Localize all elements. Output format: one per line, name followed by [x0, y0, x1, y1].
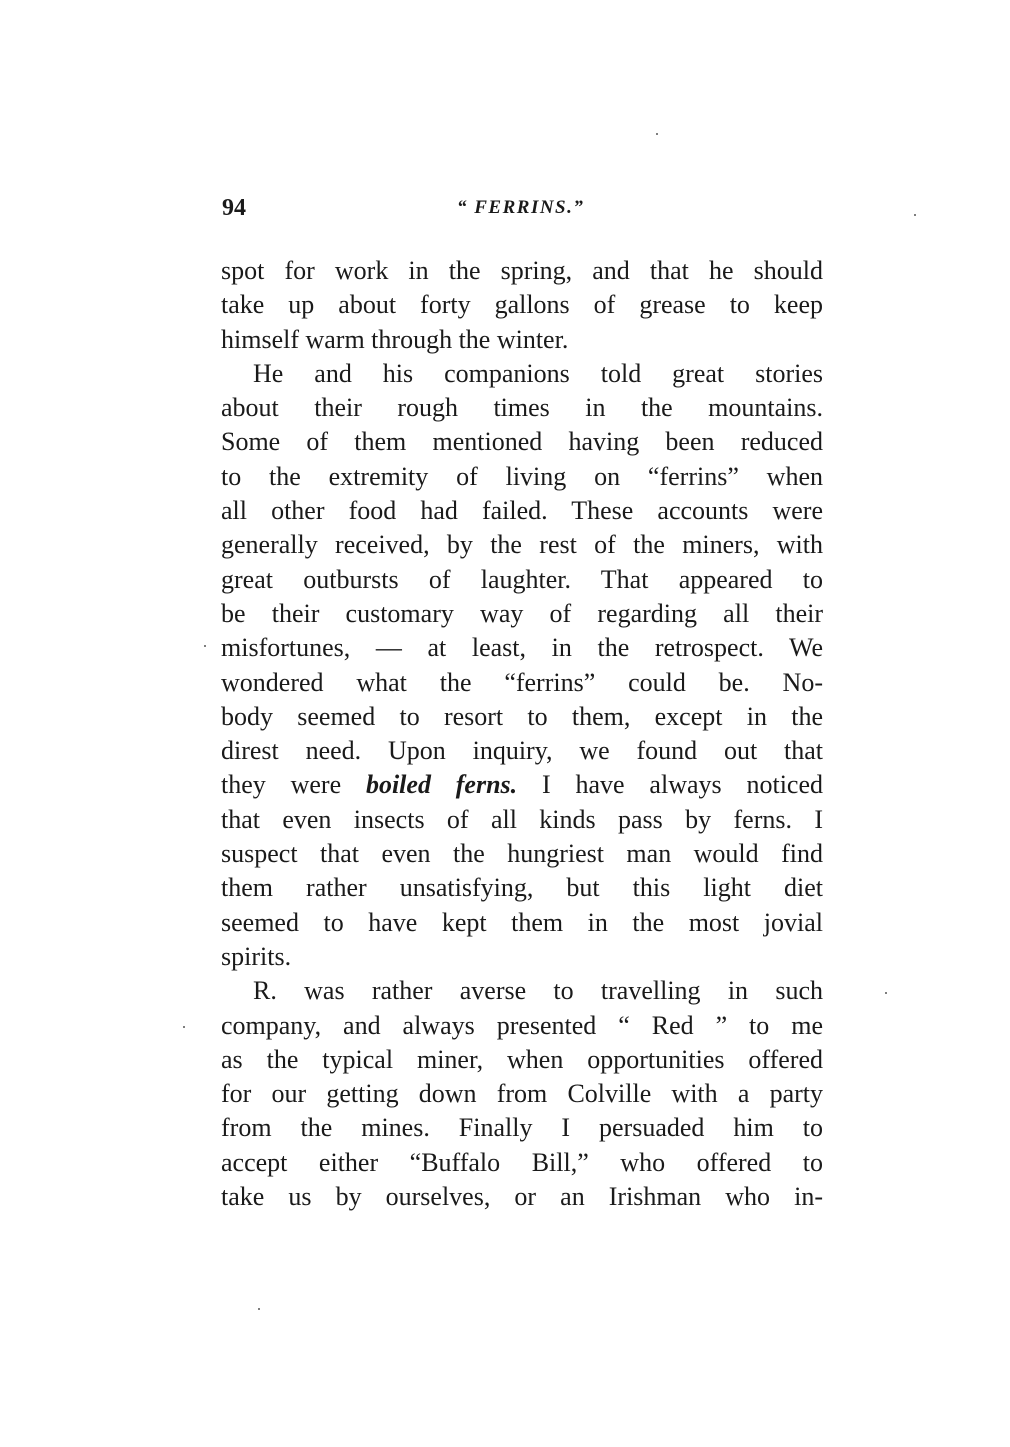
text-line-with-italic — [221, 768, 823, 802]
text-run: I have always noticed — [517, 770, 823, 800]
running-head — [222, 190, 822, 226]
text-line: R. was rather averse to travelling in such — [253, 976, 823, 1006]
text-line: seemed to have kept them in the most jovial — [221, 907, 823, 937]
scan-speck — [258, 1308, 260, 1310]
scan-speck — [183, 1026, 185, 1028]
text-line: be their customary way of regarding all their — [221, 598, 823, 628]
text-line: take us by ourselves, or an Irishman who in- — [221, 1182, 823, 1212]
text-line: as the typical miner, when opportunities offered — [221, 1044, 823, 1074]
text-line: take up about forty gallons of grease to keep — [221, 290, 823, 320]
text-line: body seemed to resort to them, except in the — [221, 701, 823, 731]
text-line: for our getting down from Colville with a party — [221, 1079, 823, 1109]
text-line: to the extremity of living on “ferrins” when — [221, 461, 823, 491]
scan-speck — [914, 214, 916, 216]
page-number: 94 — [222, 195, 246, 221]
text-line: that even insects of all kinds pass by ferns. I — [221, 804, 823, 834]
scan-speck — [885, 992, 887, 994]
text-line: wondered what the “ferrins” could be. No- — [221, 667, 823, 697]
text-line: generally received, by the rest of the miners, with — [221, 530, 823, 560]
text-line: them rather unsatisfying, but this light diet — [221, 873, 823, 903]
text-line: about their rough times in the mountains. — [221, 393, 823, 423]
text-line: great outbursts of laughter. That appeared to — [221, 564, 823, 594]
text-run: they were — [221, 770, 366, 800]
text-line: from the mines. Finally I persuaded him to — [221, 1113, 823, 1143]
text-line: spirits. — [221, 941, 292, 971]
text-line: accept either “Buffalo Bill,” who offered to — [221, 1147, 823, 1177]
scan-speck — [204, 645, 206, 647]
text-line: Some of them mentioned having been reduced — [221, 427, 823, 457]
italic-run: boiled ferns. — [365, 770, 518, 800]
text-line: He and his companions told great stories — [253, 358, 823, 388]
text-line: misfortunes, — at least, in the retrospect. We — [221, 633, 823, 663]
running-title: “ FERRINS.” — [457, 197, 585, 218]
text-line: suspect that even the hungriest man would find — [221, 839, 823, 869]
body-text — [221, 254, 823, 1214]
scan-speck — [656, 133, 658, 135]
text-line: company, and always presented “ Red ” to me — [221, 1010, 823, 1040]
text-line: all other food had failed. These accounts were — [221, 496, 823, 526]
text-line: himself warm through the winter. — [221, 324, 569, 354]
text-line: direst need. Upon inquiry, we found out that — [221, 736, 823, 766]
text-line: spot for work in the spring, and that he should — [221, 256, 823, 285]
